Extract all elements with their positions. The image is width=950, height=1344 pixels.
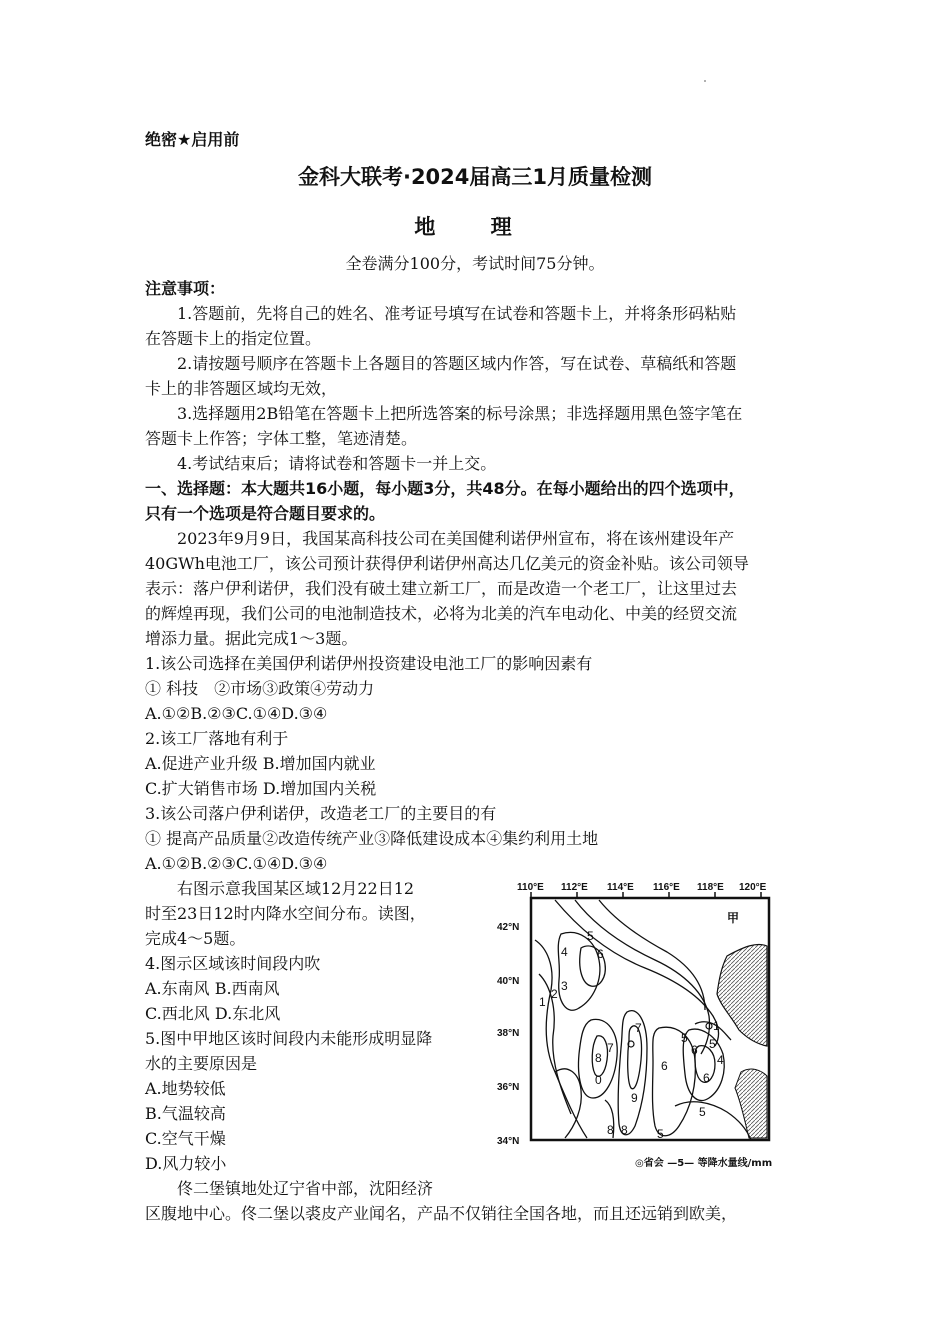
passage-line: 表示：落户伊利诺伊，我们没有破土建立新工厂，而是改造一个老工厂，让这里过去 bbox=[145, 579, 738, 598]
passage-line: 增添力量。据此完成1～3题。 bbox=[145, 629, 358, 648]
notes-line: 2.请按题号顺序在答题卡上各题目的答题区域内作答，写在试卷、草稿纸和答题 bbox=[177, 354, 737, 373]
question-5-option: A.地势较低 bbox=[145, 1079, 226, 1098]
lat-label: 40°N bbox=[497, 976, 520, 987]
subject-title: 地 理 bbox=[414, 215, 536, 239]
contour-label: 6 bbox=[703, 1071, 710, 1085]
lon-label: 116°E bbox=[653, 882, 680, 893]
contour-label: 5 bbox=[657, 1127, 664, 1141]
question-5-option: B.气温较高 bbox=[145, 1104, 226, 1123]
lon-label: 120°E bbox=[739, 882, 767, 893]
question-4-stem: 4.图示区域该时间段内吹 bbox=[145, 954, 321, 973]
notes-heading: 注意事项： bbox=[145, 279, 226, 298]
question-1-options: A.①②B.②③C.①④D.③④ bbox=[145, 704, 328, 723]
secret-label: 绝密★启用前 bbox=[145, 130, 240, 149]
exam-info: 全卷满分100分，考试时间75分钟。 bbox=[345, 254, 605, 273]
contour-label: 9 bbox=[631, 1091, 638, 1105]
question-1-factors: ① 科技 ②市场③政策④劳动力 bbox=[145, 679, 375, 698]
contour-label: 4 bbox=[717, 1053, 724, 1067]
question-3-stem: 3.该公司落户伊利诺伊，改造老工厂的主要目的有 bbox=[145, 804, 497, 823]
contour-label: 2 bbox=[551, 987, 558, 1001]
question-5-option: D.风力较小 bbox=[145, 1154, 227, 1173]
lon-label: 114°E bbox=[607, 882, 634, 893]
contour-label: 6 bbox=[661, 1059, 668, 1073]
contour-label: 6 bbox=[691, 1043, 698, 1057]
notes-line: 卡上的非答题区域均无效， bbox=[145, 379, 338, 398]
passage-line: 佟二堡镇地处辽宁省中部，沈阳经济 bbox=[177, 1179, 434, 1198]
passage-line: 完成4～5题。 bbox=[145, 929, 246, 948]
scan-dot bbox=[704, 80, 706, 82]
question-4-options: A.东南风 B.西南风 bbox=[145, 979, 280, 998]
notes-line: 在答题卡上的指定位置。 bbox=[145, 329, 322, 348]
map-legend: ◎省会 —5— 等降水量线/mm bbox=[635, 1158, 773, 1169]
passage-line: 时至23日12时内降水空间分布。读图， bbox=[145, 904, 426, 923]
notes-line: 1.答题前，先将自己的姓名、准考证号填写在试卷和答题卡上，并将条形码粘贴 bbox=[177, 304, 737, 323]
lat-label: 34°N bbox=[497, 1136, 520, 1147]
question-1-stem: 1.该公司选择在美国伊利诺伊州投资建设电池工厂的影响因素有 bbox=[145, 654, 593, 673]
contour-label: 5 bbox=[587, 929, 594, 943]
contour-label: 6 bbox=[597, 947, 604, 961]
contour-label: 5 bbox=[699, 1105, 706, 1119]
lat-label: 36°N bbox=[497, 1082, 520, 1093]
section-heading: 一、选择题：本大题共16小题，每小题3分，共48分。在每小题给出的四个选项中， bbox=[145, 479, 745, 498]
precipitation-map-svg bbox=[495, 876, 805, 1174]
contour-label: 4 bbox=[561, 945, 568, 959]
section-heading: 只有一个选项是符合题目要求的。 bbox=[145, 504, 386, 523]
lat-label: 42°N bbox=[497, 922, 520, 933]
contour-label: 5 bbox=[709, 1037, 716, 1051]
passage-line: 右图示意我国某区域12月22日12 bbox=[177, 879, 415, 898]
question-5-stem: 水的主要原因是 bbox=[145, 1054, 258, 1073]
contour-label: 3 bbox=[561, 979, 568, 993]
contour-label: 7 bbox=[607, 1041, 614, 1055]
lon-label: 112°E bbox=[561, 882, 588, 893]
notes-line: 4.考试结束后；请将试卷和答题卡一并上交。 bbox=[177, 454, 497, 473]
passage-line: 的辉煌再现，我们公司的电池制造技术，必将为北美的汽车电动化、中美的经贸交流 bbox=[145, 604, 738, 623]
contour-label: 1 bbox=[539, 995, 546, 1009]
lon-label: 110°E bbox=[517, 882, 544, 893]
question-2-stem: 2.该工厂落地有利于 bbox=[145, 729, 289, 748]
question-4-options: C.西北风 D.东北风 bbox=[145, 1004, 281, 1023]
lon-label: 118°E bbox=[697, 882, 724, 893]
contour-label: 8 bbox=[607, 1123, 614, 1137]
question-3-factors: ① 提高产品质量②改造传统产业③降低建设成本④集约利用土地 bbox=[145, 829, 599, 848]
passage-line: 40GWh电池工厂，该公司预计获得伊利诺伊州高达几亿美元的资金补贴。该公司领导 bbox=[145, 554, 749, 573]
question-2-options: A.促进产业升级 B.增加国内就业 bbox=[145, 754, 376, 773]
contour-label: 7 bbox=[635, 1021, 642, 1035]
question-3-options: A.①②B.②③C.①④D.③④ bbox=[145, 854, 328, 873]
question-5-option: C.空气干燥 bbox=[145, 1129, 226, 1148]
contour-label: 5 bbox=[681, 1031, 688, 1045]
notes-line: 3.选择题用2B铅笔在答题卡上把所选答案的标号涂黑；非选择题用黑色签字笔在 bbox=[177, 404, 743, 423]
question-5-stem: 5.图中甲地区该时间段内未能形成明显降 bbox=[145, 1029, 433, 1048]
contour-label: 8 bbox=[621, 1123, 628, 1137]
region-label: 甲 bbox=[727, 911, 740, 925]
passage-line: 区腹地中心。佟二堡以裘皮产业闻名，产品不仅销往全国各地，而且还远销到欧美， bbox=[145, 1204, 738, 1223]
exam-title: 金科大联考·2024届高三1月质量检测 bbox=[297, 165, 653, 189]
contour-label: 1 bbox=[713, 1019, 720, 1033]
passage-line: 2023年9月9日，我国某高科技公司在美国健利诺伊州宣布，将在该州建设年产 bbox=[177, 529, 735, 548]
contour-label: 0 bbox=[595, 1073, 602, 1087]
notes-line: 答题卡上作答；字体工整，笔迹清楚。 bbox=[145, 429, 418, 448]
question-2-options: C.扩大销售市场 D.增加国内关税 bbox=[145, 779, 377, 798]
lat-label: 38°N bbox=[497, 1028, 520, 1039]
contour-label: 8 bbox=[595, 1051, 602, 1065]
precipitation-map bbox=[495, 876, 805, 1174]
